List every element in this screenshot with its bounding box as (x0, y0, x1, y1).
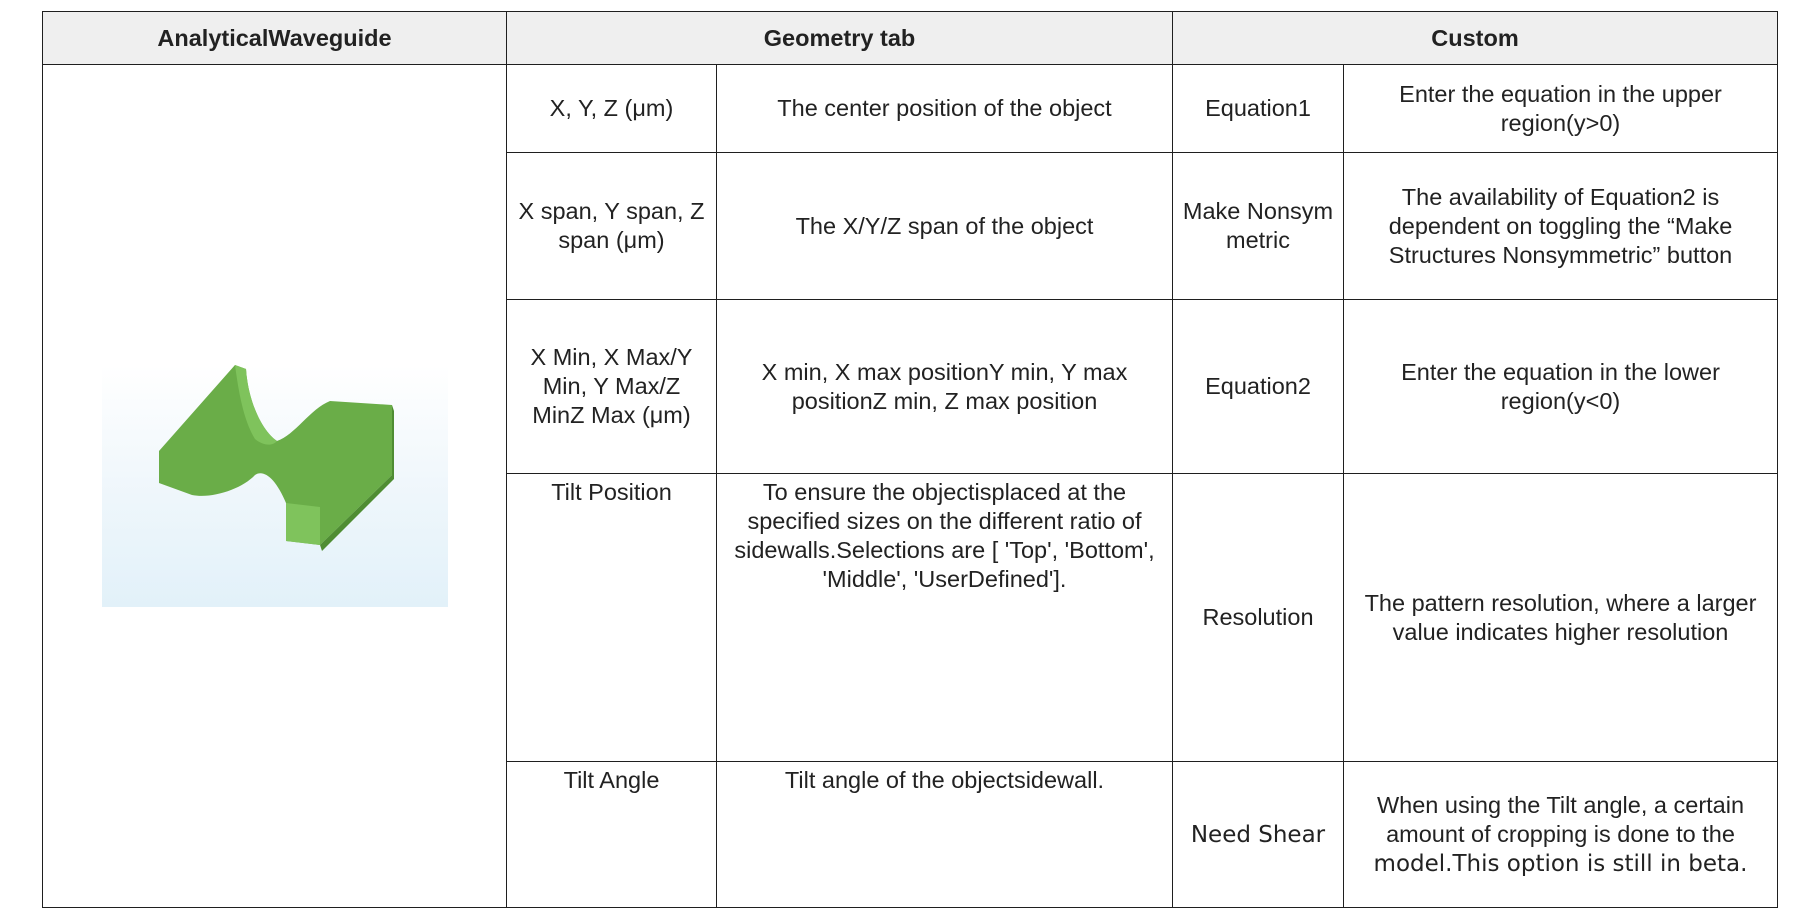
header-analytical-waveguide: AnalyticalWaveguide (43, 12, 507, 65)
header-geometry-tab: Geometry tab (507, 12, 1173, 65)
custom-desc-make-nonsymmetric: The availability of Equation2 is dependent on toggling the “Make Structures Nonsymmetric” button (1344, 153, 1778, 300)
custom-desc-need-shear (1344, 762, 1778, 908)
table-header-row (43, 12, 1778, 65)
waveguide-image-cell (43, 65, 507, 908)
waveguide-bottom-face (286, 503, 320, 545)
geometry-param-tilt-position: Tilt Position (507, 474, 717, 762)
make-nonsymmetric-label: Make Nonsymmetric (1182, 198, 1334, 253)
geometry-desc-minmax: X min, X max positionY min, Y max positionZ min, Z max position (717, 300, 1173, 474)
custom-desc-equation1: Enter the equation in the upper region(y>0) (1344, 65, 1778, 153)
geometry-param-span: X span, Y span, Z span (μm) (507, 153, 717, 300)
table-row (43, 65, 1778, 153)
waveguide-image (102, 365, 448, 607)
geometry-param-tilt-angle: Tilt Angle (507, 762, 717, 908)
geometry-desc-tilt-position: To ensure the objectisplaced at the specified sizes on the different ratio of sidewalls.Selections are [ 'Top', 'Bottom', 'Middle', 'UserDefined']. (717, 474, 1173, 762)
header-custom: Custom (1173, 12, 1778, 65)
custom-param-make-nonsymmetric (1173, 153, 1344, 300)
geometry-desc-xyz: The center position of the object (717, 65, 1173, 153)
custom-desc-resolution: The pattern resolution, where a larger value indicates higher resolution (1344, 474, 1778, 762)
geometry-param-minmax: X Min, X Max/Y Min, Y Max/Z MinZ Max (μm) (507, 300, 717, 474)
geometry-desc-tilt-angle: Tilt angle of the objectsidewall. (717, 762, 1173, 908)
need-shear-desc-part2: model.This option is still in beta. (1373, 850, 1748, 877)
waveguide-3d-model-icon (102, 365, 448, 607)
geometry-param-xyz: X, Y, Z (μm) (507, 65, 717, 153)
custom-param-resolution: Resolution (1173, 474, 1344, 762)
custom-desc-equation2: Enter the equation in the lower region(y<0) (1344, 300, 1778, 474)
analytical-waveguide-spec-table (42, 11, 1778, 908)
need-shear-label: Need Shear (1190, 821, 1326, 848)
custom-param-need-shear (1173, 762, 1344, 908)
geometry-desc-span: The X/Y/Z span of the object (717, 153, 1173, 300)
waveguide-front-face (159, 365, 392, 545)
custom-param-equation2: Equation2 (1173, 300, 1344, 474)
need-shear-desc-part1: When using the Tilt angle, a certain amount of cropping is done to the (1376, 791, 1745, 847)
custom-param-equation1: Equation1 (1173, 65, 1344, 153)
